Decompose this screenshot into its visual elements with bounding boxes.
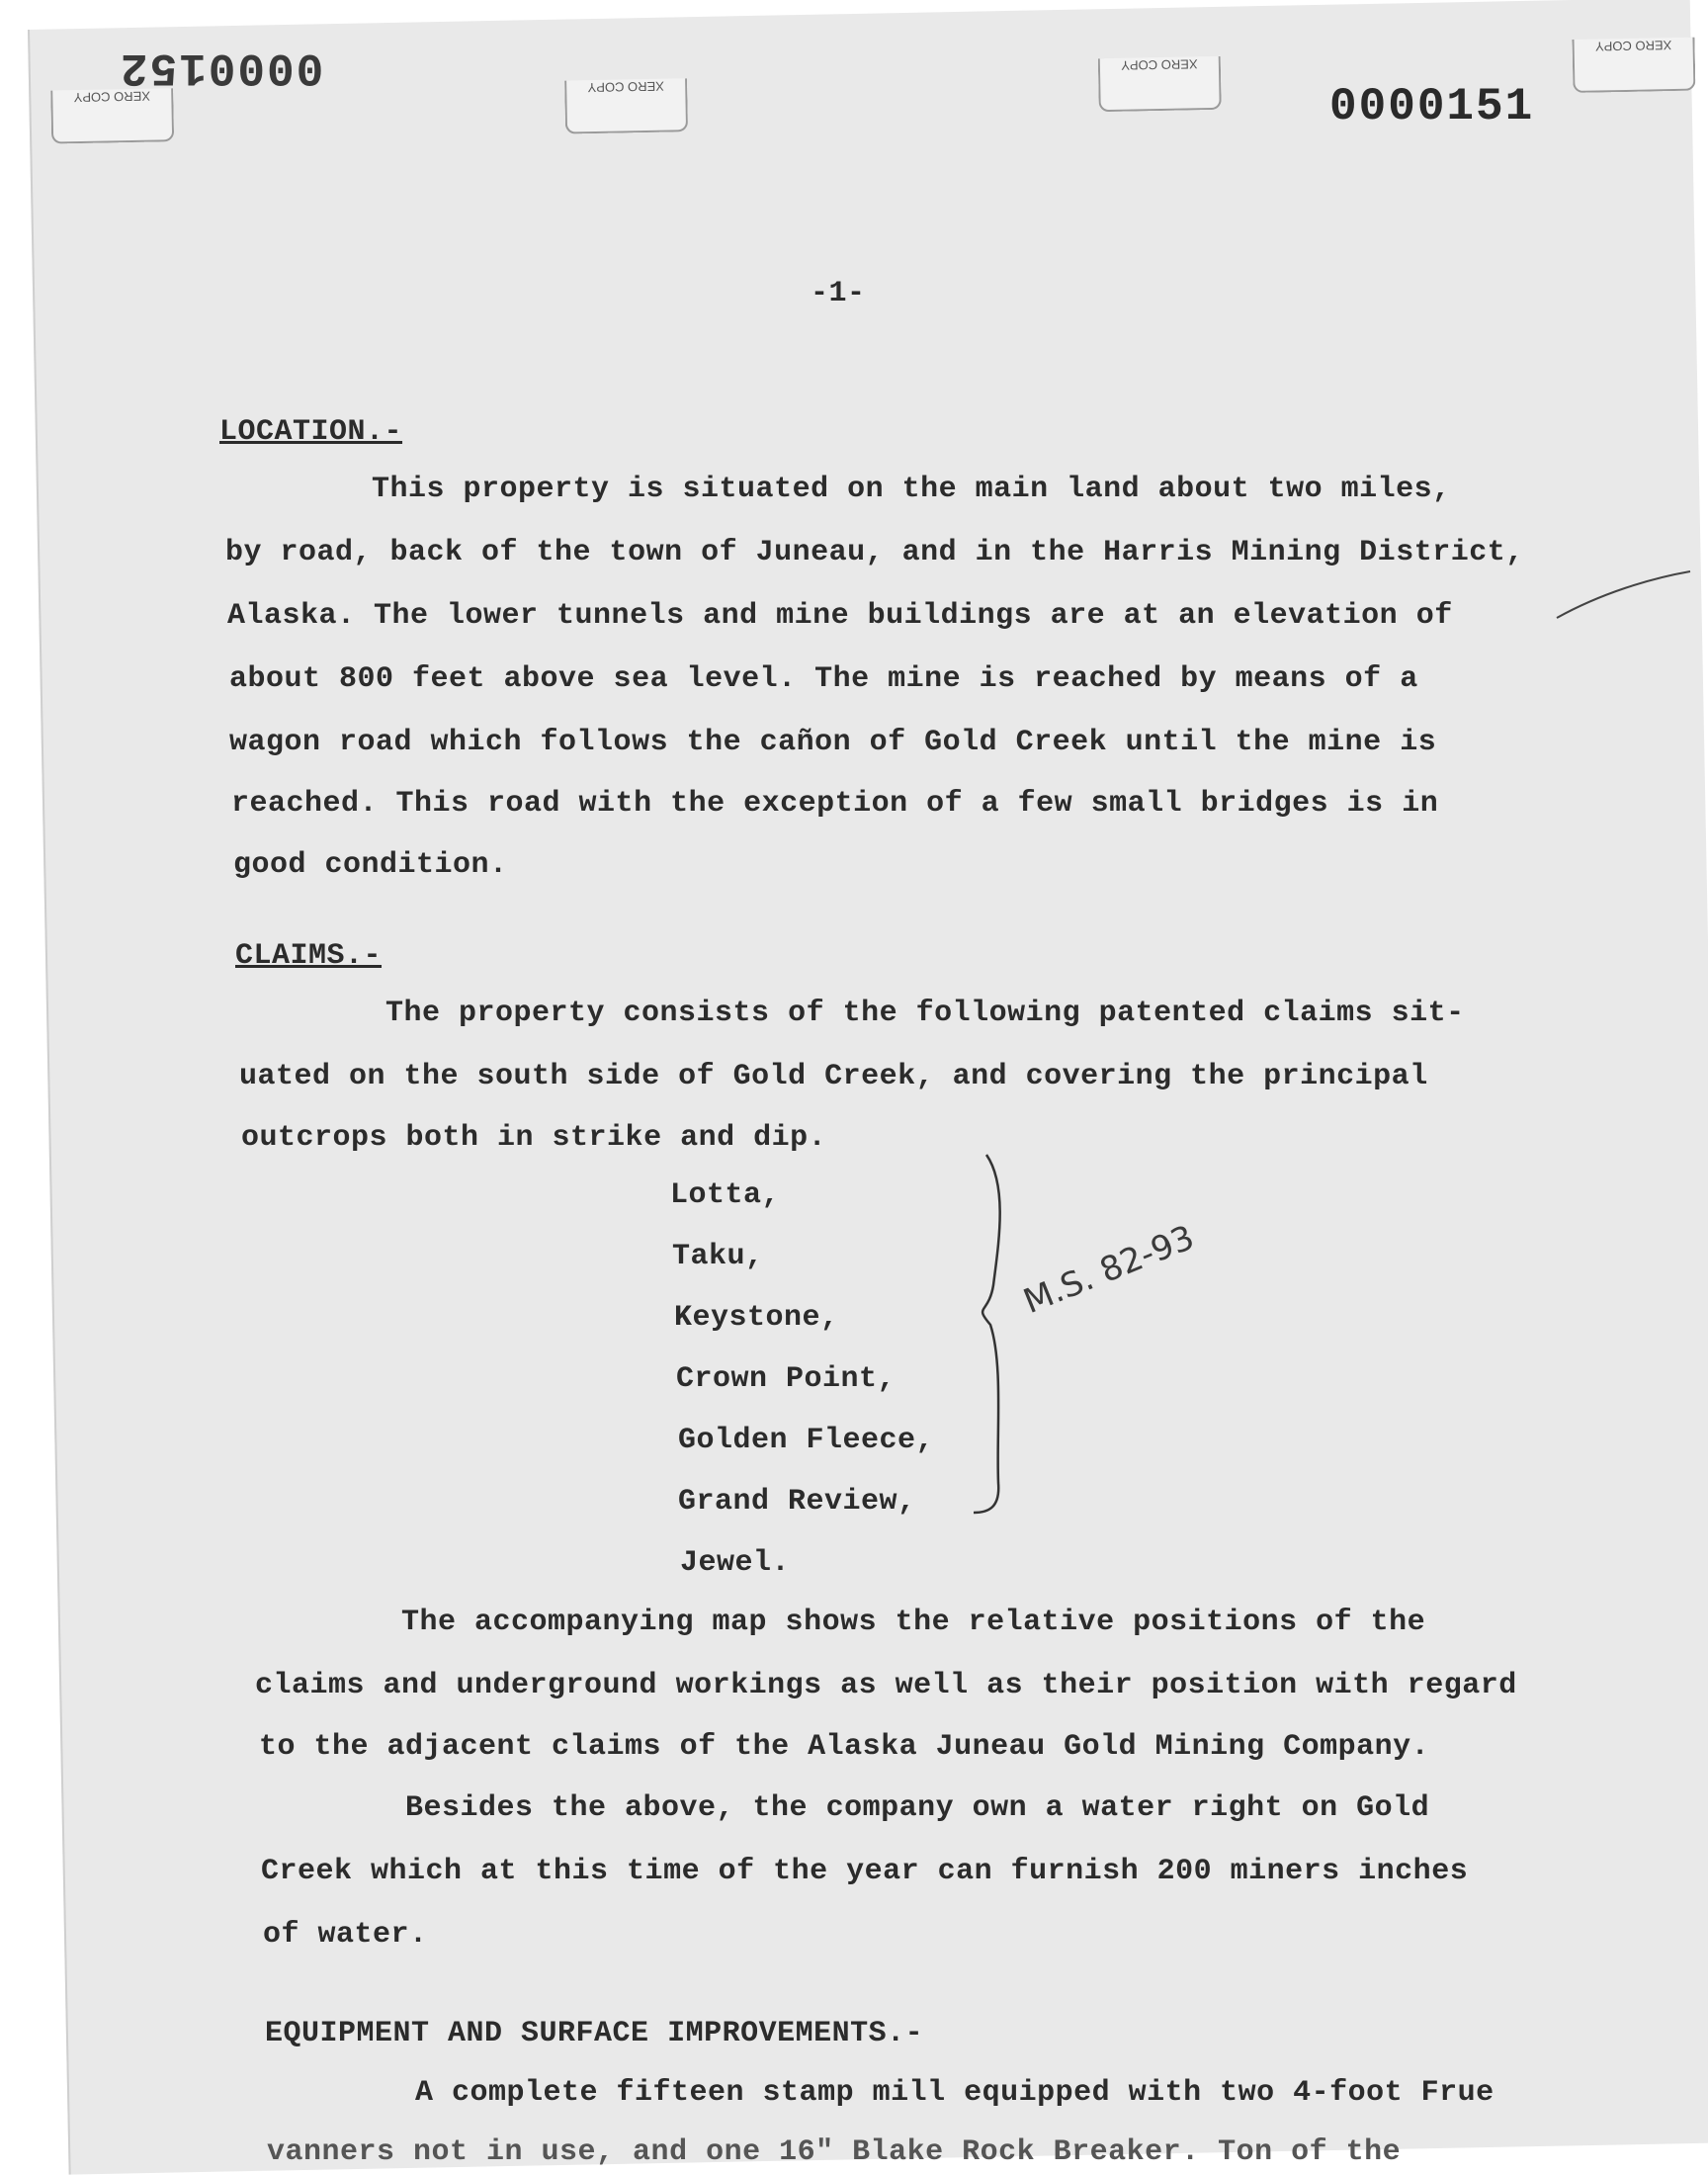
claim-name: Keystone, xyxy=(674,1301,839,1335)
xero-copy-tab: XERO COPY xyxy=(564,78,688,133)
claims-heading: CLAIMS.- xyxy=(235,939,383,973)
page-number: -1- xyxy=(811,277,866,310)
location-line: Alaska. The lower tunnels and mine buildings are at an elevation of xyxy=(227,599,1453,633)
location-line: reached. This road with the exception of a few small bridges is in xyxy=(231,787,1439,821)
claim-name: Jewel. xyxy=(680,1546,791,1580)
xero-copy-tab: XERO COPY xyxy=(50,88,174,143)
equipment-line: A complete fifteen stamp mill equipped with two 4-foot Frue xyxy=(415,2076,1494,2110)
claims-line: outcrops both in strike and dip. xyxy=(241,1121,827,1155)
water-line: Besides the above, the company own a water right on Gold xyxy=(405,1791,1430,1825)
map-line: to the adjacent claims of the Alaska Juneau Gold Mining Company. xyxy=(259,1730,1430,1764)
location-line: by road, back of the town of Juneau, and in the Harris Mining District, xyxy=(225,536,1524,569)
equipment-heading: EQUIPMENT AND SURFACE IMPROVEMENTS.- xyxy=(265,2017,924,2050)
water-line: of water. xyxy=(263,1918,428,1952)
location-line: This property is situated on the main land about two miles, xyxy=(372,473,1451,506)
claim-name: Golden Fleece, xyxy=(678,1424,935,1457)
page-stamp-number: 0000151 xyxy=(1329,81,1535,132)
claims-line: uated on the south side of Gold Creek, and covering the principal xyxy=(239,1060,1428,1093)
location-line: good condition. xyxy=(233,848,508,882)
equipment-line: vanners not in use, and one 16" Blake Rock Breaker. Ton of the xyxy=(267,2135,1402,2169)
claim-name: Crown Point, xyxy=(676,1362,897,1396)
map-line: The accompanying map shows the relative positions of the xyxy=(401,1606,1426,1639)
xero-copy-tab: XERO COPY xyxy=(1572,38,1695,93)
water-line: Creek which at this time of the year can furnish 200 miners inches xyxy=(261,1855,1469,1888)
location-line: wagon road which follows the cañon of Gold Creek until the mine is xyxy=(229,726,1437,759)
claim-name: Grand Review, xyxy=(678,1485,916,1519)
location-heading: LOCATION.- xyxy=(219,415,403,449)
inverted-page-stamp: 0000152 xyxy=(119,42,324,93)
claim-name: Taku, xyxy=(672,1240,764,1273)
location-line: about 800 feet above sea level. The mine is reached by means of a xyxy=(229,662,1418,696)
map-line: claims and underground workings as well as their position with regard xyxy=(255,1669,1517,1702)
handwritten-survey-note: M.S. 82-93 xyxy=(1018,1217,1200,1323)
xero-copy-tab: XERO COPY xyxy=(1098,56,1222,112)
claim-name: Lotta, xyxy=(670,1178,781,1212)
claims-line: The property consists of the following patented claims sit- xyxy=(385,997,1465,1030)
